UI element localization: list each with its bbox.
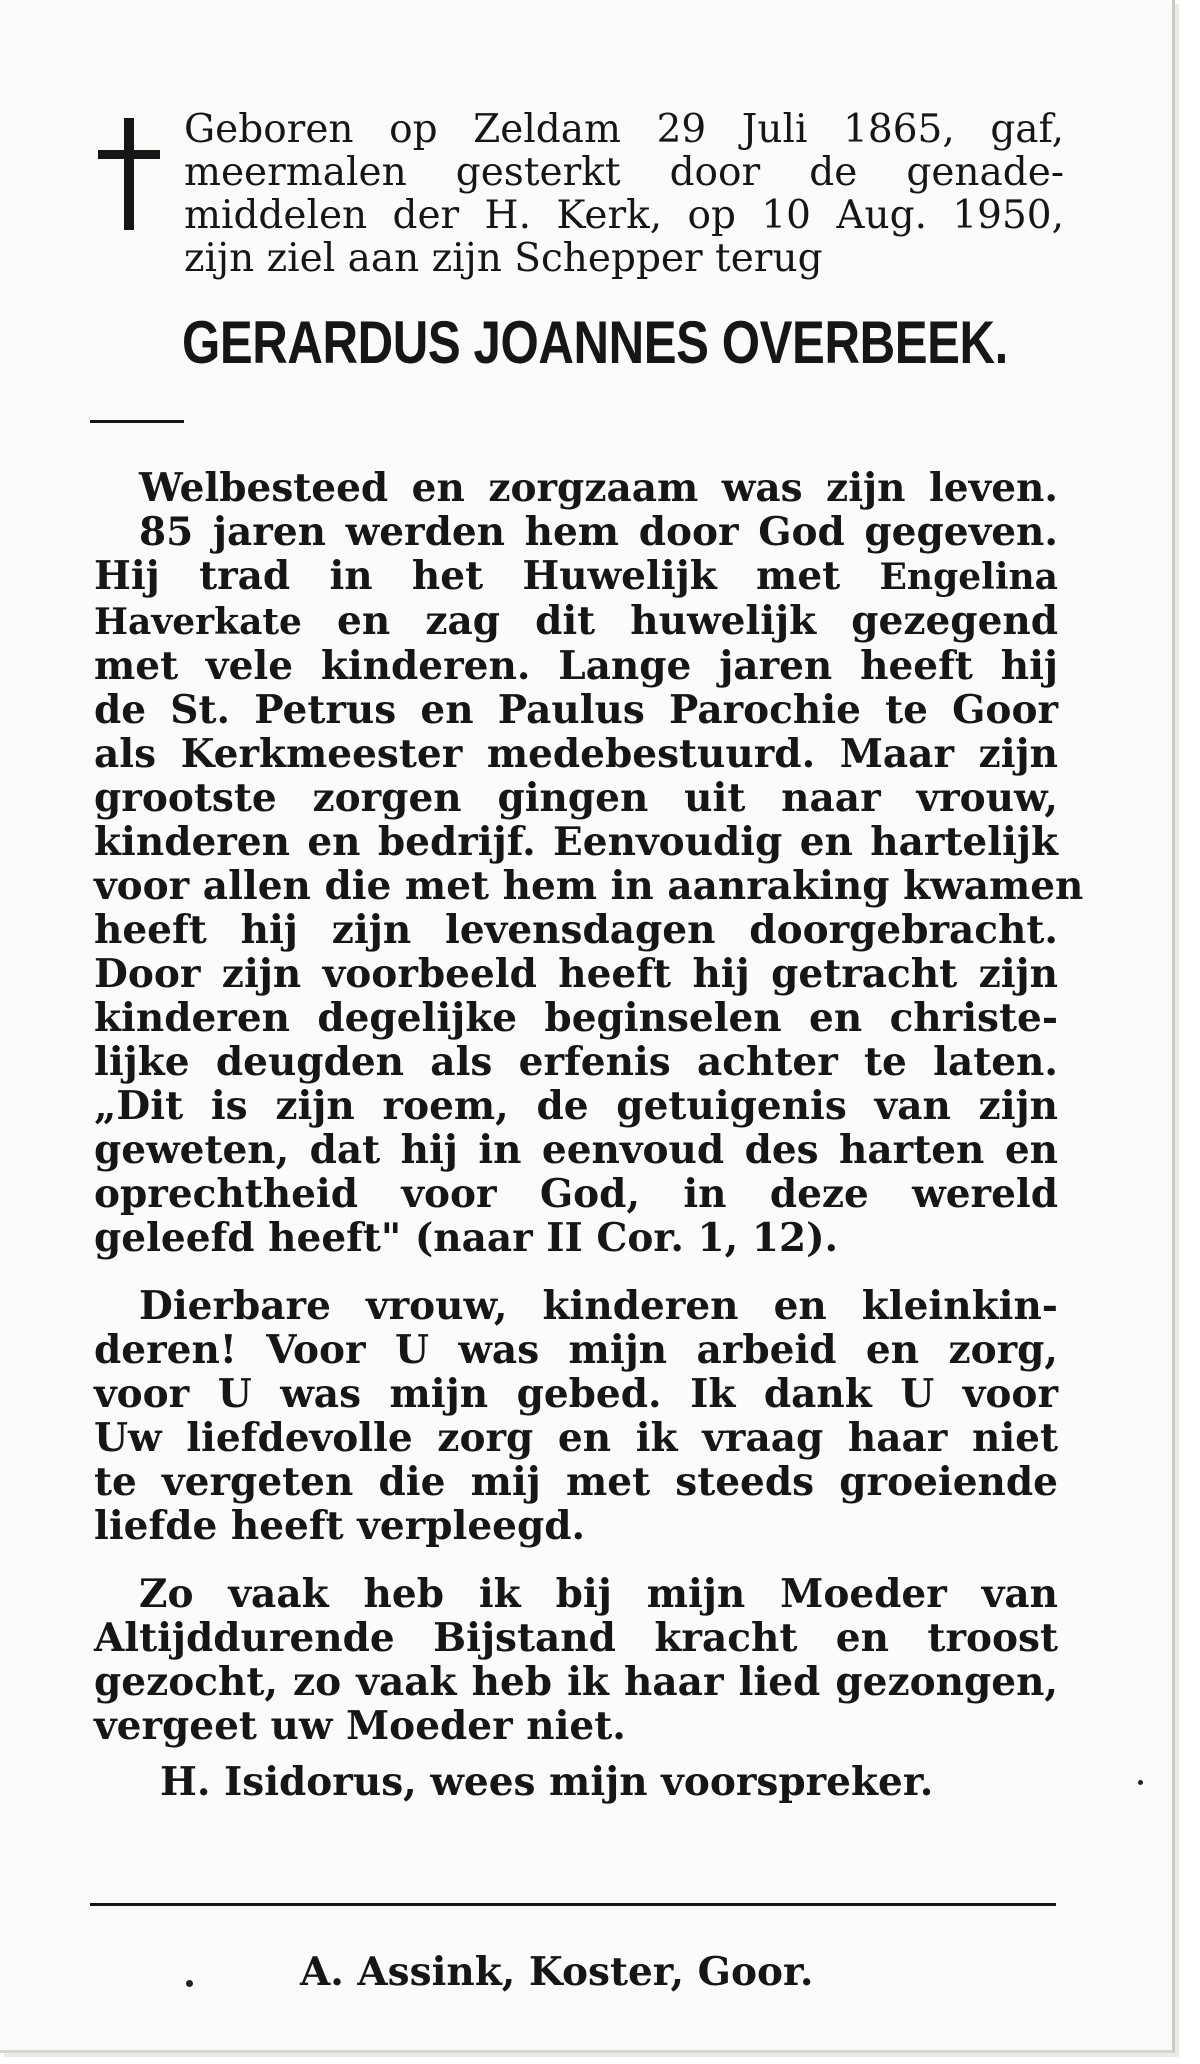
text-line: Welbesteed en zorgzaam was zijn leven. xyxy=(139,465,1058,511)
text-line: Altijddurende Bijstand kracht en troost xyxy=(94,1615,1058,1661)
closing-invocation: H. Isidorus, wees mijn voorspreker. xyxy=(160,1759,934,1805)
text-line: de St. Petrus en Paulus Parochie te Goor xyxy=(94,687,1058,733)
text-line: Door zijn voorbeeld heeft hij getracht zijn xyxy=(94,951,1058,997)
family-paragraph xyxy=(94,1284,1058,1548)
text-line: gezocht, zo vaak heb ik haar lied gezongen, xyxy=(94,1659,1058,1705)
biography-paragraph xyxy=(94,465,1084,1261)
text-line: lijke deugden als erfenis achter te laten. xyxy=(94,1039,1058,1085)
text-line: voor U was mijn gebed. Ik dank U voor xyxy=(94,1371,1058,1417)
print-speck xyxy=(186,1980,193,1987)
text-line: 85 jaren werden hem door God gegeven. xyxy=(139,509,1058,555)
text-line: heeft hij zijn levensdagen doorgebracht. xyxy=(94,907,1058,953)
text-line: Zo vaak heb ik bij mijn Moeder van xyxy=(139,1571,1058,1617)
text-line: Dierbare vrouw, kinderen en kleinkin- xyxy=(139,1283,1058,1329)
text-line: met vele kinderen. Lange jaren heeft hij xyxy=(94,643,1058,689)
text-fragment: en zag dit huwelijk gezegend xyxy=(337,598,1059,644)
printer-credit: A. Assink, Koster, Goor. xyxy=(300,1949,814,1995)
text-line: geweten, dat hij in eenvoud des harten en xyxy=(94,1127,1058,1173)
memorial-text xyxy=(94,465,1084,1749)
text-line: „Dit is zijn roem, de getuigenis van zijn xyxy=(94,1083,1058,1129)
text-line: voor allen die met hem in aanraking kwamen xyxy=(94,863,1084,909)
text-line: vergeet uw Moeder niet. xyxy=(94,1703,626,1749)
intro-line: zijn ziel aan zijn Schepper terug xyxy=(184,236,823,281)
short-divider xyxy=(90,420,184,423)
text-line: kinderen en bedrijf. Eenvoudig en hartelijk xyxy=(94,819,1058,865)
text-line xyxy=(94,599,1058,644)
text-line xyxy=(94,554,1058,599)
prayer-paragraph xyxy=(94,1572,1058,1748)
text-line: geleefd heeft" (naar II Cor. 1, 12). xyxy=(94,1215,839,1261)
text-fragment: Hij trad in het Huwelijk met xyxy=(94,553,841,599)
print-speck xyxy=(1138,1780,1143,1785)
birth-death-notice xyxy=(184,108,1064,280)
intro-line: Geboren op Zeldam 29 Juli 1865, gaf, xyxy=(184,107,1064,152)
footer-divider xyxy=(90,1903,1056,1906)
text-line: te vergeten die mij met steeds groeiende xyxy=(94,1459,1058,1505)
text-line: deren! Voor U was mijn arbeid en zorg, xyxy=(94,1327,1058,1373)
text-line: oprechtheid voor God, in deze wereld xyxy=(94,1171,1058,1217)
spouse-last-name: Haverkate xyxy=(94,601,302,643)
text-line: Uw liefdevolle zorg en ik vraag haar niet xyxy=(94,1415,1058,1461)
intro-line: meermalen gesterkt door de genade- xyxy=(184,150,1064,195)
spouse-first-name: Engelina xyxy=(879,556,1058,598)
text-line: liefde heeft verpleegd. xyxy=(94,1503,586,1549)
cross-icon xyxy=(98,118,160,230)
text-line: grootste zorgen gingen uit naar vrouw, xyxy=(94,775,1058,821)
text-line: kinderen degelijke beginselen en christe- xyxy=(94,995,1058,1041)
text-line: als Kerkmeester medebestuurd. Maar zijn xyxy=(94,731,1058,777)
deceased-name: GERARDUS JOANNES OVERBEEK. xyxy=(182,309,1008,376)
intro-line: middelen der H. Kerk, op 10 Aug. 1950, xyxy=(184,193,1064,238)
